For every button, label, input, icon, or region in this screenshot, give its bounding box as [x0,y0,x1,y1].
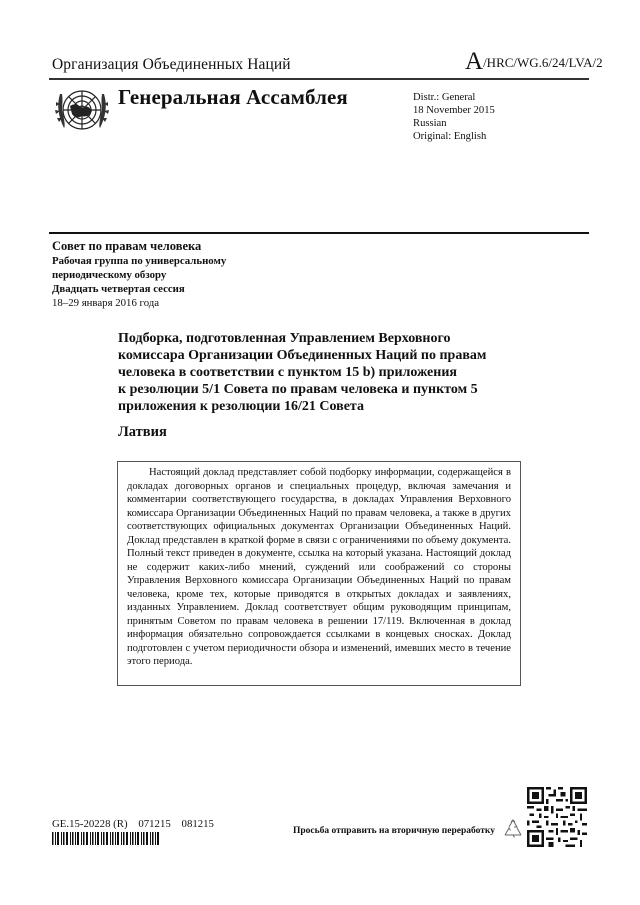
session: Двадцать четвертая сессия [52,283,185,295]
working-group-line2: периодическому обзору [52,269,167,281]
country-name: Латвия [118,424,167,440]
title-line: Подборка, подготовленная Управлением Верховного [118,331,451,346]
session-dates: 18–29 января 2016 года [52,297,160,309]
document-title [118,330,538,415]
title-line: человека в соответствии с пунктом 15 b) приложения [118,365,457,380]
organization-name: Организация Объединенных Наций [52,56,291,73]
summary-box [117,461,521,686]
symbol-rest: /HRC/WG.6/24/LVA/2 [483,55,603,70]
qr-code-icon [527,787,587,847]
council-block [52,239,226,310]
distr-line: Distr.: General [413,92,476,103]
body-name: Генеральная Ассамблея [118,85,348,109]
un-emblem-icon [52,84,112,136]
distribution-block [413,91,495,143]
summary-text: Настоящий доклад представляет собой подборку информации, содержащейся в докладах договорных органов и специальных процедур, включая замечания и комментарии соответствующего государства, в докладах Управления Верховного комиссара Организации Объединенных Наций по правам человека, а также в других соответствующих официальных документах Организации Объединенных Наций. Доклад представлен в краткой форме в связи с ограничениями по объему документа. Полный текст приведен в документе, ссылка на который указана. Настоящий доклад не содержит каких-либо мнений, суждений или соображений со стороны Управления Верховного комиссара Организации Объединенных Наций по правам человека, кроме тех, которые приводятся в открытых докладах и заявлениях, изданных Управлением. Доклад соответствует общим руководящим принципам, принятым Советом по правам человека в решении 17/119. Включенная в доклад информация обязательно сопровождается ссылками в концевых сносках. Доклад подготовлен с учетом периодичности обзора и изменений, имевших место в течение этого периода. [127,467,511,667]
header-rule [49,78,589,80]
council-name: Совет по правам человека [52,239,202,253]
language-line: Russian [413,118,447,129]
section-rule [49,232,589,234]
working-group-line1: Рабочая группа по универсальному [52,255,227,267]
title-line: комиссара Организации Объединенных Наций по правам [118,348,487,363]
barcode-icon [52,832,160,845]
recycle-icon [502,818,524,840]
title-line: к резолюции 5/1 Совета по правам человека и пунктом 5 [118,382,478,397]
date-line: 18 November 2015 [413,105,495,116]
document-symbol [465,48,603,75]
original-line: Original: English [413,131,487,142]
job-number: GE.15-20228 (R) 071215 081215 [52,818,214,830]
title-line: приложения к резолюции 16/21 Совета [118,399,364,414]
symbol-prefix: A [465,48,484,75]
recycle-text: Просьба отправить на вторичную переработку [293,826,495,836]
